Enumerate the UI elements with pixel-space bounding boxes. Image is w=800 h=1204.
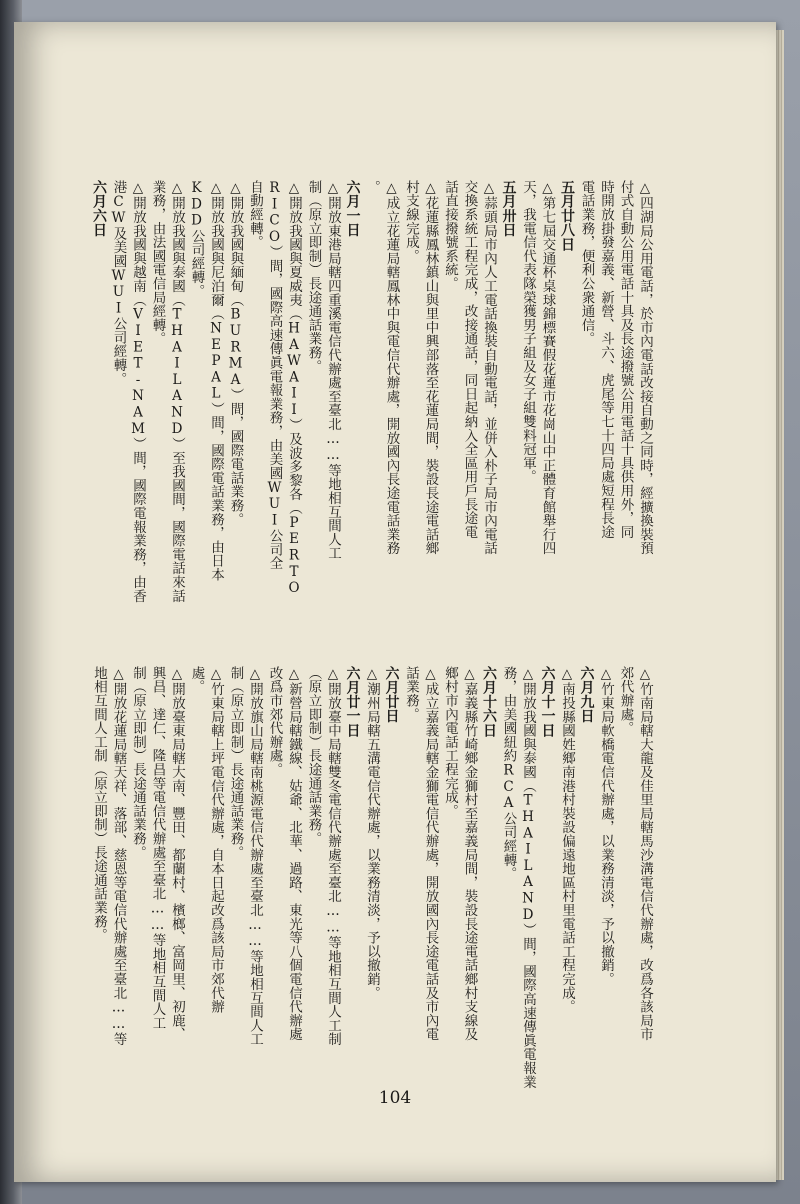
- text-line: △開放東港局轄四重溪電信代辦處至臺北……等地相互間人工: [325, 180, 341, 561]
- date-heading: 五月廿八日: [559, 180, 575, 252]
- text-line: 天，我電信代表隊榮獲男子組及女子組雙料冠軍。: [520, 180, 536, 484]
- text-line: △竹東局軟橋電信代辦處，以業務清淡，予以撤銷。: [598, 666, 614, 986]
- date-heading: 六月廿日: [383, 666, 400, 724]
- text-line: △開放花蓮局轄天祥、落部、慈恩等電信代辦處至臺北……等: [110, 666, 127, 1047]
- text-line: △嘉義縣竹崎鄉金獅村至嘉義局間，裝設長途電話鄉村支線及: [461, 666, 478, 1042]
- text-line: △開放我國與緬甸（BURMA）間，國際電話業務。: [227, 180, 244, 527]
- page-number: 104: [378, 1088, 412, 1108]
- text-line: 港CW及美國WUI公司經轉。: [110, 180, 127, 386]
- lower-text-section: [89, 666, 655, 1106]
- text-line: △南投縣國姓鄉南港村裝設偏遠地區村里電話工程完成。: [559, 666, 575, 1014]
- date-heading: 六月九日: [578, 666, 595, 724]
- text-line: △第七屆交通杯桌球錦標賽假花蓮市花崗山中正體育館舉行四: [539, 180, 556, 556]
- text-line: KDD公司經轉。: [188, 180, 205, 298]
- text-line: 付式自動公用電話十具及長途撥號公用電話十具供用外，同: [617, 180, 634, 539]
- text-line: 務，由美國紐約RCA公司經轉。: [500, 666, 517, 881]
- text-line: 自動經轉。: [247, 180, 263, 249]
- text-line: RICO）間，國際高速傳眞電報業務，由美國WUI公司全: [266, 180, 283, 571]
- text-line: △蒜頭局市內人工電話換裝自動電話，並併入朴子局市內電話: [481, 180, 497, 556]
- date-heading: 六月六日: [91, 180, 107, 238]
- date-heading: 六月十一日: [539, 666, 556, 738]
- text-line: 。: [364, 180, 380, 194]
- text-line: 電話業務，便利公衆通信。: [578, 180, 595, 346]
- text-line: △新營局轄鐵線、姑爺、北華、過路、東光等八個電信代辦處: [286, 666, 302, 1042]
- text-line: 改爲市郊代辦處。: [266, 666, 283, 777]
- text-line: 交換系統工程完成，改接通話，同日起納入全區用戶長途電: [461, 180, 478, 539]
- text-line: 時開放掛發嘉義、新營、斗六、虎尾等七十四局處短程長途: [598, 180, 614, 539]
- text-line: △開放臺東局轄大南、豐田、都蘭村、檳榔、富岡里、初鹿、: [169, 666, 185, 1042]
- text-line: 地相互間人工制（原立即制）長途通話業務。: [91, 666, 107, 942]
- text-line: △竹南局轄大龍及佳里局轄馬沙溝電信代辦處，改爲各該局市: [637, 666, 653, 1042]
- text-line: 制（原立即制）長途通話業務。: [227, 666, 244, 860]
- text-line: △成立嘉義局轄金獅電信代辦處，開放國內長途電話及市內電: [422, 666, 439, 1042]
- text-line: △開放我國與泰國（THAILAND）間，國際高速傳眞電報業: [520, 666, 536, 1089]
- text-line: 郊代辦處。: [617, 666, 634, 735]
- text-line: △開放我國與越南（VIET-NAM）間，國際電報業務，由香: [130, 180, 146, 603]
- text-line: △開放臺中局轄雙冬電信代辦處至臺北……等地相互間人工制: [325, 666, 341, 1047]
- date-heading: 六月一日: [344, 180, 361, 238]
- text-line: △成立花蓮局轄鳳林中與電信代辦處，開放國內長途電話業務: [383, 180, 400, 556]
- date-heading: 六月十六日: [481, 666, 497, 738]
- text-line: 興昌、達仁、隆昌等電信代辦處至臺北……等地相互間人工: [149, 666, 166, 1030]
- upper-text-section: [89, 180, 655, 640]
- text-line: 話業務。: [403, 666, 419, 722]
- date-heading: 六月廿一日: [344, 666, 361, 738]
- book-page: [14, 22, 776, 1182]
- text-line: 制（原立即制）長途通話業務。: [305, 180, 322, 374]
- text-line: △竹東局轄上坪電信代辦處，自本日起改爲該局市郊代辦: [208, 666, 224, 1014]
- text-line: △潮州局轄五溝電信代辦處，以業務清淡，予以撤銷。: [364, 666, 380, 1000]
- text-line: （原立即制）長途通話業務。: [305, 666, 322, 846]
- text-line: 話直接撥號系統。: [442, 180, 458, 291]
- text-line: 處。: [188, 666, 205, 694]
- text-line: 鄉村市內電話工程完成。: [442, 666, 458, 818]
- text-line: 村支線完成。: [403, 180, 419, 263]
- text-line: 制（原立即制）長途通話業務。: [130, 666, 146, 860]
- text-line: △四湖局公用電話，於市內電話改接自動之同時，經擴換裝預: [637, 180, 653, 556]
- date-heading: 五月卅日: [500, 180, 517, 238]
- text-line: △開放我國與尼泊爾（NEPAL）間，國際電話業務，由日本: [208, 180, 224, 582]
- text-line: △開放我國與泰國（THAILAND）至我國間，國際電話來話: [169, 180, 185, 603]
- text-line: △花蓮縣鳳林鎮山與里中興部落至花蓮局間，裝設長途電話鄉: [422, 180, 439, 556]
- text-line: △開放旗山局轄南桃源電信代辦處至臺北……等地相互間人工: [247, 666, 263, 1047]
- text-line: △開放我國與夏威夷（HAWAII）及波多黎各（PERTO: [286, 180, 302, 597]
- text-line: 業務，由法國電信局經轉。: [149, 180, 166, 346]
